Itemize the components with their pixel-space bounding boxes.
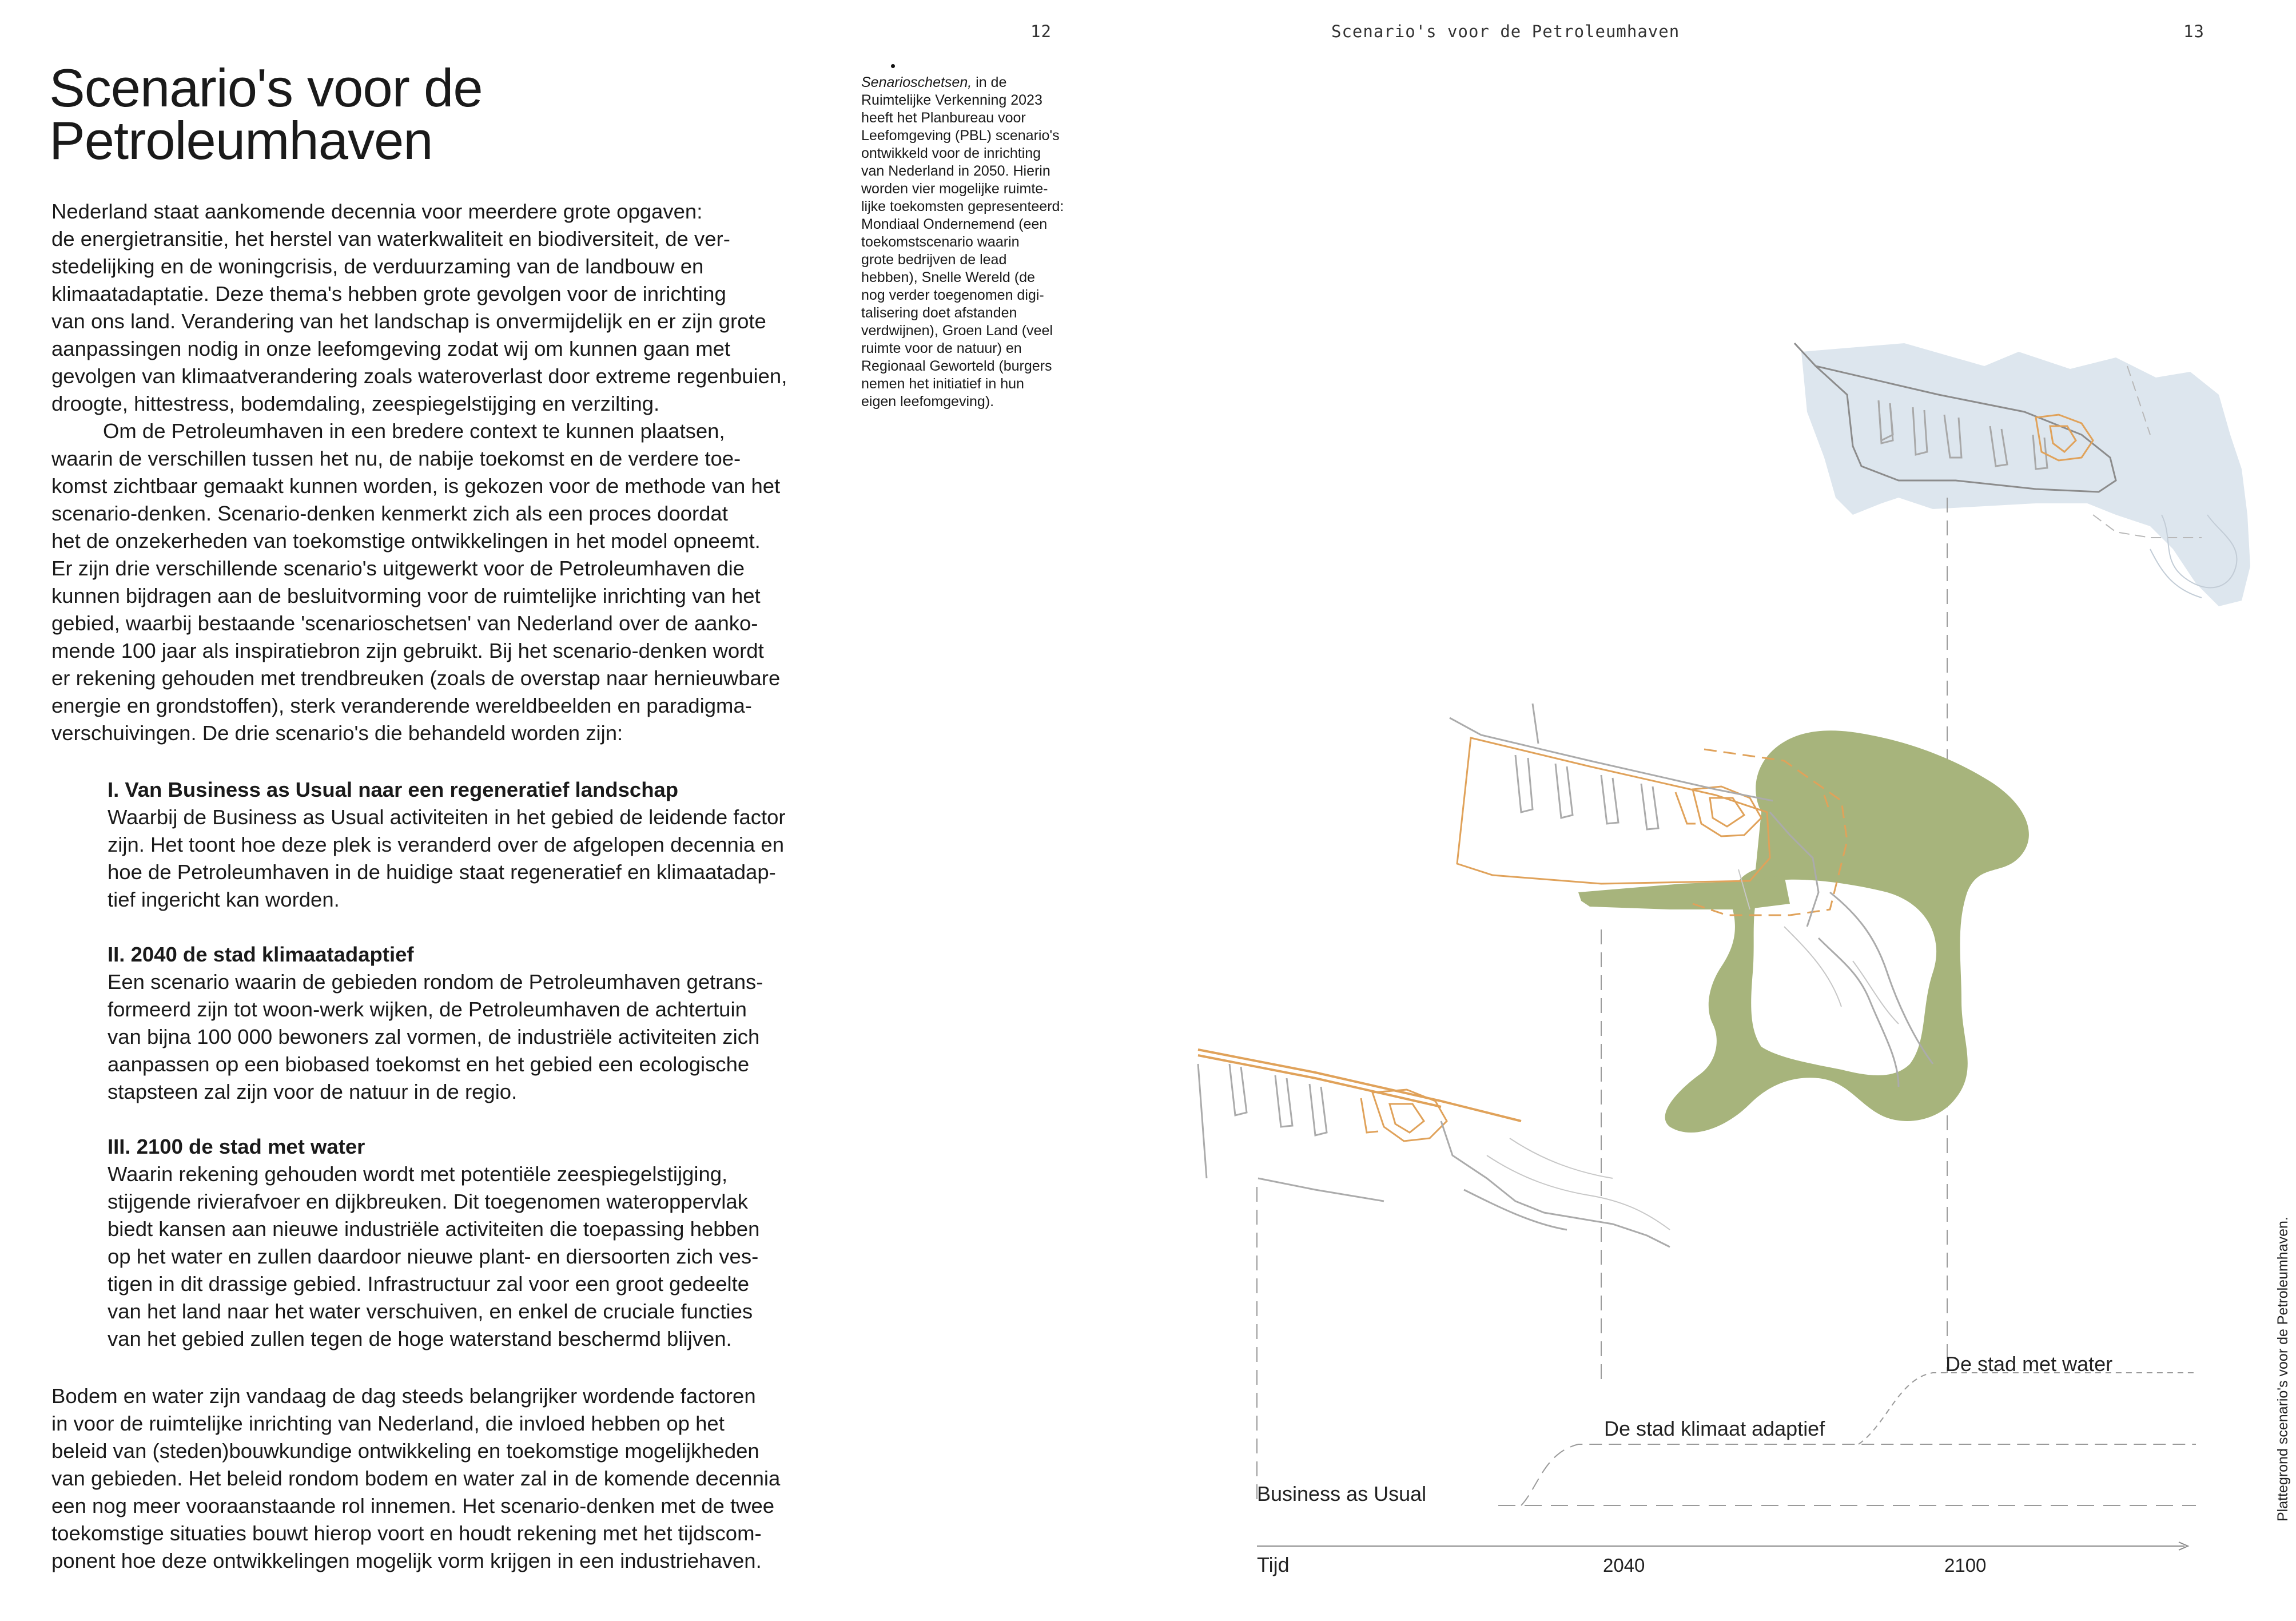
timeline-line-klimaat bbox=[1521, 1444, 2196, 1505]
intro-line: er rekening gehouden met trendbreuken (zoals de overstap naar hernieuwbare bbox=[51, 666, 781, 690]
sidenote-line: nog verder toegenomen digi- bbox=[861, 287, 1044, 303]
sidenote-line: eigen leefomgeving). bbox=[861, 394, 994, 410]
intro-line: energie en grondstoffen), sterk veranderende wereldbeelden en paradigma- bbox=[51, 694, 752, 717]
label-business-as-usual: Business as Usual bbox=[1257, 1482, 1427, 1505]
closing-line: beleid van (steden)bouwkundige ontwikkeling en toekomstige mogelijkheden bbox=[51, 1439, 759, 1463]
intro-line: gebied, waarbij bestaande 'scenarioschetsen' van Nederland over de aanko- bbox=[51, 611, 758, 635]
intro-line: scenario-denken. Scenario-denken kenmerkt zich als een proces doordat bbox=[51, 502, 728, 525]
intro-line: Nederland staat aankomende decennia voor meerdere grote opgaven: bbox=[51, 200, 703, 223]
sidenote-line: Regionaal Geworteld (burgers bbox=[861, 358, 1052, 374]
scenario-line: zijn. Het toont hoe deze plek is veranderd over de afgelopen decennia en bbox=[108, 833, 785, 856]
intro-line: komst zichtbaar gemaakt kunnen worden, is gekozen voor de methode van het bbox=[51, 474, 781, 498]
map-2040-orange-outline bbox=[1457, 738, 1770, 884]
sidenote-text: in de bbox=[972, 74, 1007, 90]
scenario-line: stapsteen zal zijn voor de natuur in de regio. bbox=[108, 1080, 518, 1103]
map-business-as-usual bbox=[1198, 1050, 1670, 1507]
sidenote-line: heeft het Planbureau voor bbox=[861, 110, 1026, 126]
scenario-line: aanpassen op een biobased toekomst en het gebied een ecologische bbox=[108, 1052, 750, 1076]
closing-line: ponent hoe deze ontwikkelingen mogelijk vorm krijgen in een industriehaven. bbox=[51, 1549, 762, 1572]
scenario-line: hoe de Petroleumhaven in de huidige staat regeneratief en klimaatadap- bbox=[108, 860, 776, 884]
intro-line: kunnen bijdragen aan de besluitvorming voor de ruimtelijke inrichting van het bbox=[51, 584, 761, 607]
axis-label-tijd: Tijd bbox=[1257, 1553, 1290, 1576]
map-2040-orange-blocks bbox=[1676, 786, 1761, 836]
scenario-heading: I. Van Business as Usual naar een regeneratief landschap bbox=[108, 778, 679, 801]
sidenote-line: lijke toekomsten gepresenteerd: bbox=[861, 198, 1064, 214]
sidenote-line: Leefomgeving (PBL) scenario's bbox=[861, 128, 1060, 144]
intro-line: van ons land. Verandering van het landschap is onvermijdelijk en er zijn grote bbox=[51, 309, 766, 333]
sidenote-line: toekomstscenario waarin bbox=[861, 234, 1020, 250]
map-bau-contours bbox=[1487, 1138, 1670, 1230]
sidenote-line: Ruimtelijke Verkenning 2023 bbox=[861, 92, 1042, 108]
sidenote-line: nemen het initiatief in hun bbox=[861, 376, 1024, 392]
sidenote-line: Mondiaal Ondernemend (een bbox=[861, 216, 1048, 232]
sidenote-line: hebben), Snelle Wereld (de bbox=[861, 269, 1035, 285]
scenario-line: Waarbij de Business as Usual activiteiten in het gebied de leidende factor bbox=[108, 805, 786, 829]
timeline bbox=[1257, 1352, 2196, 1576]
timeline-line-water bbox=[1859, 1373, 2196, 1444]
intro-line: de energietransitie, het herstel van waterkwaliteit en biodiversiteit, de ver- bbox=[51, 227, 730, 251]
intro-line: droogte, hittestress, bodemdaling, zeespiegelstijging en verzilting. bbox=[51, 392, 660, 415]
scenario-line: tigen in dit drassige gebied. Infrastructuur zal voor een groot gedeelte bbox=[108, 1272, 750, 1296]
intro-line: waarin de verschillen tussen het nu, de nabije toekomst en de verdere toe- bbox=[51, 447, 741, 470]
scenario-line: van het gebied zullen tegen de hoge waterstand beschermd blijven. bbox=[108, 1327, 732, 1350]
page-number-right: 13 bbox=[2183, 22, 2205, 41]
intro-line: aanpassingen nodig in onze leefomgeving zodat wij om kunnen gaan met bbox=[51, 337, 731, 360]
closing-line: een nog meer vooraanstaande rol innemen. Het scenario-denken met de twee bbox=[51, 1494, 775, 1517]
figure-caption: Plattegrond scenario's voor de Petroleumhaven. bbox=[2275, 1217, 2291, 1521]
sidenote-line: talisering doet afstanden bbox=[861, 305, 1017, 321]
intro-line: het de onzekerheden van toekomstige ontwikkelingen in het model opneemt. bbox=[51, 529, 761, 553]
intro-line: verschuivingen. De drie scenario's die behandeld worden zijn: bbox=[51, 721, 623, 745]
label-stad-met-water: De stad met water bbox=[1945, 1352, 2113, 1376]
page-number-left: 12 bbox=[1030, 22, 1052, 41]
title-line-1: Scenario's voor de bbox=[49, 58, 483, 118]
sidenote-line: ontwikkeld voor de inrichting bbox=[861, 145, 1041, 161]
scenario-heading: III. 2100 de stad met water bbox=[108, 1135, 365, 1158]
water-area bbox=[1801, 343, 2250, 606]
intro-line: Om de Petroleumhaven in een bredere context te kunnen plaatsen, bbox=[103, 419, 725, 443]
scenario-line: formeerd zijn tot woon-werk wijken, de Petroleumhaven de achtertuin bbox=[108, 998, 747, 1021]
intro-line: gevolgen van klimaatverandering zoals wateroverlast door extreme regenbuien, bbox=[51, 364, 787, 388]
scenario-line: van het land naar het water verschuiven, en enkel de cruciale functies bbox=[108, 1300, 753, 1323]
closing-line: toekomstige situaties bouwt hierop voort en houdt rekening met het tijdscom- bbox=[51, 1521, 762, 1545]
axis-label-2100: 2100 bbox=[1944, 1555, 1987, 1576]
closing-line: Bodem en water zijn vandaag de dag steeds belangrijker wordende factoren bbox=[51, 1384, 756, 1408]
sidenote-line: van Nederland in 2050. Hierin bbox=[861, 163, 1050, 179]
intro-line: klimaatadaptatie. Deze thema's hebben grote gevolgen voor de inrichting bbox=[51, 282, 726, 305]
scenario-line: stijgende rivierafvoer en dijkbreuken. Dit toegenomen wateroppervlak bbox=[108, 1190, 748, 1213]
sidenote-line: ruimte voor de natuur) en bbox=[861, 340, 1022, 356]
map-bau-grey bbox=[1198, 1064, 1670, 1247]
scenario-line: Waarin rekening gehouden wordt met potentiële zeespiegelstijging, bbox=[108, 1162, 728, 1186]
green-area-strip bbox=[1578, 875, 1790, 909]
intro-line: mende 100 jaar als inspiratiebron zijn gebruikt. Bij het scenario-denken wordt bbox=[51, 639, 764, 662]
sidenote-line: grote bedrijven de lead bbox=[861, 252, 1007, 268]
scenario-line: op het water en zullen daardoor nieuwe plant- en diersoorten zich ves- bbox=[108, 1245, 759, 1268]
intro-line: Er zijn drie verschillende scenario's uitgewerkt voor de Petroleumhaven die bbox=[51, 557, 745, 580]
sidenote-line: worden vier mogelijke ruimte- bbox=[861, 181, 1048, 197]
sidenote-line: verdwijnen), Groen Land (veel bbox=[861, 323, 1053, 339]
scenario-line: biedt kansen aan nieuwe industriële activiteiten die toepassing hebben bbox=[108, 1217, 760, 1241]
closing-line: van gebieden. Het beleid rondom bodem en water zal in de komende decennia bbox=[51, 1467, 781, 1490]
scenario-line: Een scenario waarin de gebieden rondom de Petroleumhaven getrans- bbox=[108, 970, 763, 994]
running-title: Scenario's voor de Petroleumhaven bbox=[1331, 22, 1680, 41]
intro-line: stedelijking en de woningcrisis, de verduurzaming van de landbouw en bbox=[51, 255, 704, 278]
scenario-line: van bijna 100 000 bewoners zal vormen, de industriële activiteiten zich bbox=[108, 1025, 760, 1048]
sidenote-italic: Senarioschetsen, bbox=[861, 74, 972, 90]
scenario-heading: II. 2040 de stad klimaatadaptief bbox=[108, 943, 414, 966]
map-2040 bbox=[1450, 704, 2029, 1384]
label-klimaat-adaptief: De stad klimaat adaptief bbox=[1604, 1417, 1825, 1440]
title-line-2: Petroleumhaven bbox=[49, 110, 433, 170]
scenario-line: tief ingericht kan worden. bbox=[108, 888, 340, 911]
closing-line: in voor de ruimtelijke inrichting van Nederland, die invloed hebben op het bbox=[51, 1412, 725, 1435]
axis-label-2040: 2040 bbox=[1603, 1555, 1645, 1576]
